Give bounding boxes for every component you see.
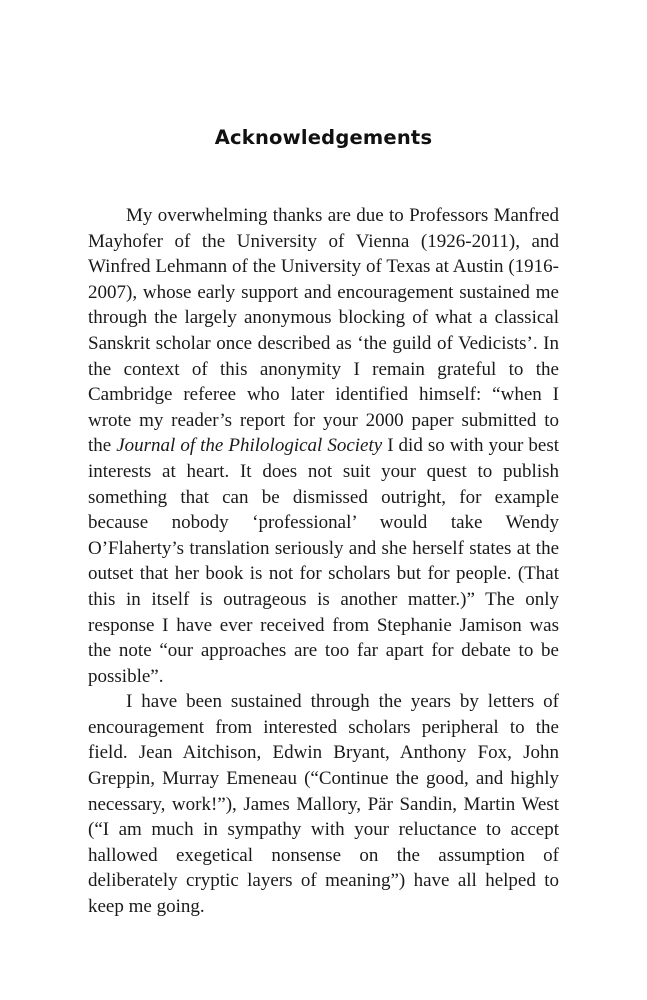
paragraph-1-part-2: I did so with your best interests at heart. It does not suit your quest to publish something that can be dismissed outright, for example because nobody ‘professional’ would take Wendy O’Flaherty’s translation seriously and she herself states at the outset that her book is not for scholars but for people. (That this in itself is outrageous is another matter.)” The only response I have ever received from Stephanie Jamison was the note “our approaches are too far apart for debate to be possible”. bbox=[88, 435, 559, 687]
journal-title: Journal of the Philological Society bbox=[116, 435, 383, 457]
paragraph-1-part-1: My overwhelming thanks are due to Professors Manfred Mayhofer of the University of Vienna (1926-2011), and Winfred Lehmann of the University of Texas at Austin (1916-2007), whose early support and encouragement sustained me through the largely anonymous blocking of what a classical Sanskrit scholar once described as ‘the guild of Vedicists’. In the context of this anonymity I remain grateful to the Cambridge referee who later identified himself: “when I wrote my reader’s report for your 2000 paper submitted to the bbox=[88, 205, 559, 457]
paragraph-2: I have been sustained through the years by letters of encouragement from interested scholars peripheral to the field. Jean Aitchison, Edwin Bryant, Anthony Fox, John Greppin, Murray Emeneau (“Continue the good, and highly necessary, work!”), James Mallory, Pär Sandin, Martin West (“I am much in sympathy with your reluctance to accept hallowed exegetical nonsense on the assumption of deliberately cryptic layers of meaning”) have all helped to keep me going. bbox=[88, 691, 559, 918]
body-text bbox=[88, 203, 559, 920]
page-title: Acknowledgements bbox=[214, 126, 433, 149]
paragraph-1 bbox=[88, 203, 559, 689]
